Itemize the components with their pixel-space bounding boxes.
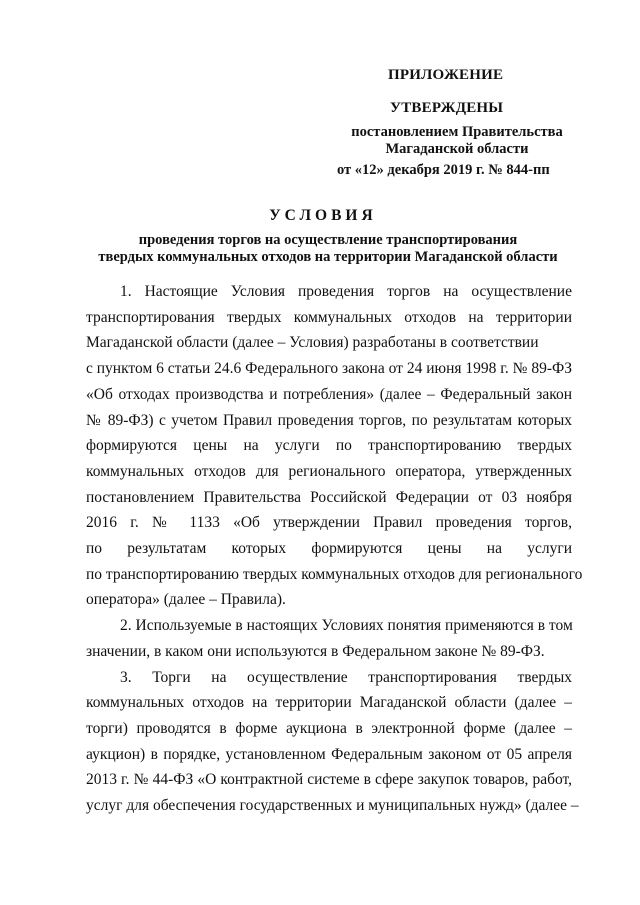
body-line: формируются цены на услуги по транспортированию твердых	[86, 437, 572, 455]
approved-by-line-1: постановлением Правительства	[351, 124, 563, 140]
body-line: аукцион) в порядке, установленном Федеральным законом от 05 апреля	[86, 745, 572, 763]
approved-label: УТВЕРЖДЕНЫ	[390, 100, 504, 116]
body-line: 3. Торги на осуществление транспортирования твердых	[120, 668, 572, 686]
paragraph-3	[86, 665, 579, 819]
document-subtitle-line-1: проведения торгов на осуществление транспортирования	[138, 232, 518, 248]
document-body	[86, 279, 583, 819]
paragraph-2	[86, 613, 572, 664]
body-line: транспортирования твердых коммунальных отходов на территории	[86, 308, 572, 326]
body-line: торги) проводятся в форме аукциона в электронной форме (далее –	[86, 719, 572, 737]
approval-date: от «12» декабря 2019 г. № 844-пп	[337, 162, 550, 178]
approved-by-block	[339, 124, 575, 158]
appendix-label: ПРИЛОЖЕНИЕ	[388, 67, 504, 83]
body-line: с пунктом 6 статьи 24.6 Федерального закона от 24 июня 1998 г. № 89-ФЗ	[86, 360, 572, 378]
body-line: 2013 г. № 44-ФЗ «О контрактной системе в сфере закупок товаров, работ,	[86, 771, 572, 789]
body-line: 1. Настоящие Условия проведения торгов на осуществление	[120, 283, 572, 300]
body-line: коммунальных отходов для регионального оператора, утвержденных	[86, 462, 572, 480]
body-line: по результатам которых формируются цены на услуги	[86, 540, 572, 558]
body-line: значении, в каком они используются в Федеральном законе № 89-ФЗ.	[86, 642, 545, 660]
body-line: 2016 г. № 1133 «Об утверждении Правил проведения торгов,	[86, 514, 572, 532]
body-line: постановлением Правительства Российской Федерации от 03 ноября	[86, 488, 572, 506]
paragraph-1	[86, 279, 583, 613]
approved-by-line-2: Магаданской области	[385, 141, 529, 157]
body-line: оператора» (далее – Правила).	[86, 591, 286, 609]
body-line: 2. Используемые в настоящих Условиях понятия применяются в том	[120, 617, 573, 635]
body-line: по транспортированию твердых коммунальных отходов для регионального	[86, 565, 583, 583]
body-line: Магаданской области (далее – Условия) разработаны в соответствии	[86, 334, 539, 352]
document-title: УСЛОВИЯ	[269, 207, 377, 224]
body-line: услуг для обеспечения государственных и муниципальных нужд» (далее –	[86, 797, 579, 815]
document-subtitle	[82, 232, 574, 266]
body-line: «Об отходах производства и потребления» (далее – Федеральный закон	[86, 385, 572, 403]
body-line: коммунальных отходов на территории Магаданской области (далее –	[86, 694, 572, 712]
body-line: № 89-ФЗ) с учетом Правил проведения торгов, по результатам которых	[86, 411, 572, 429]
document-subtitle-line-2: твердых коммунальных отходов на территории Магаданской области	[98, 249, 558, 265]
